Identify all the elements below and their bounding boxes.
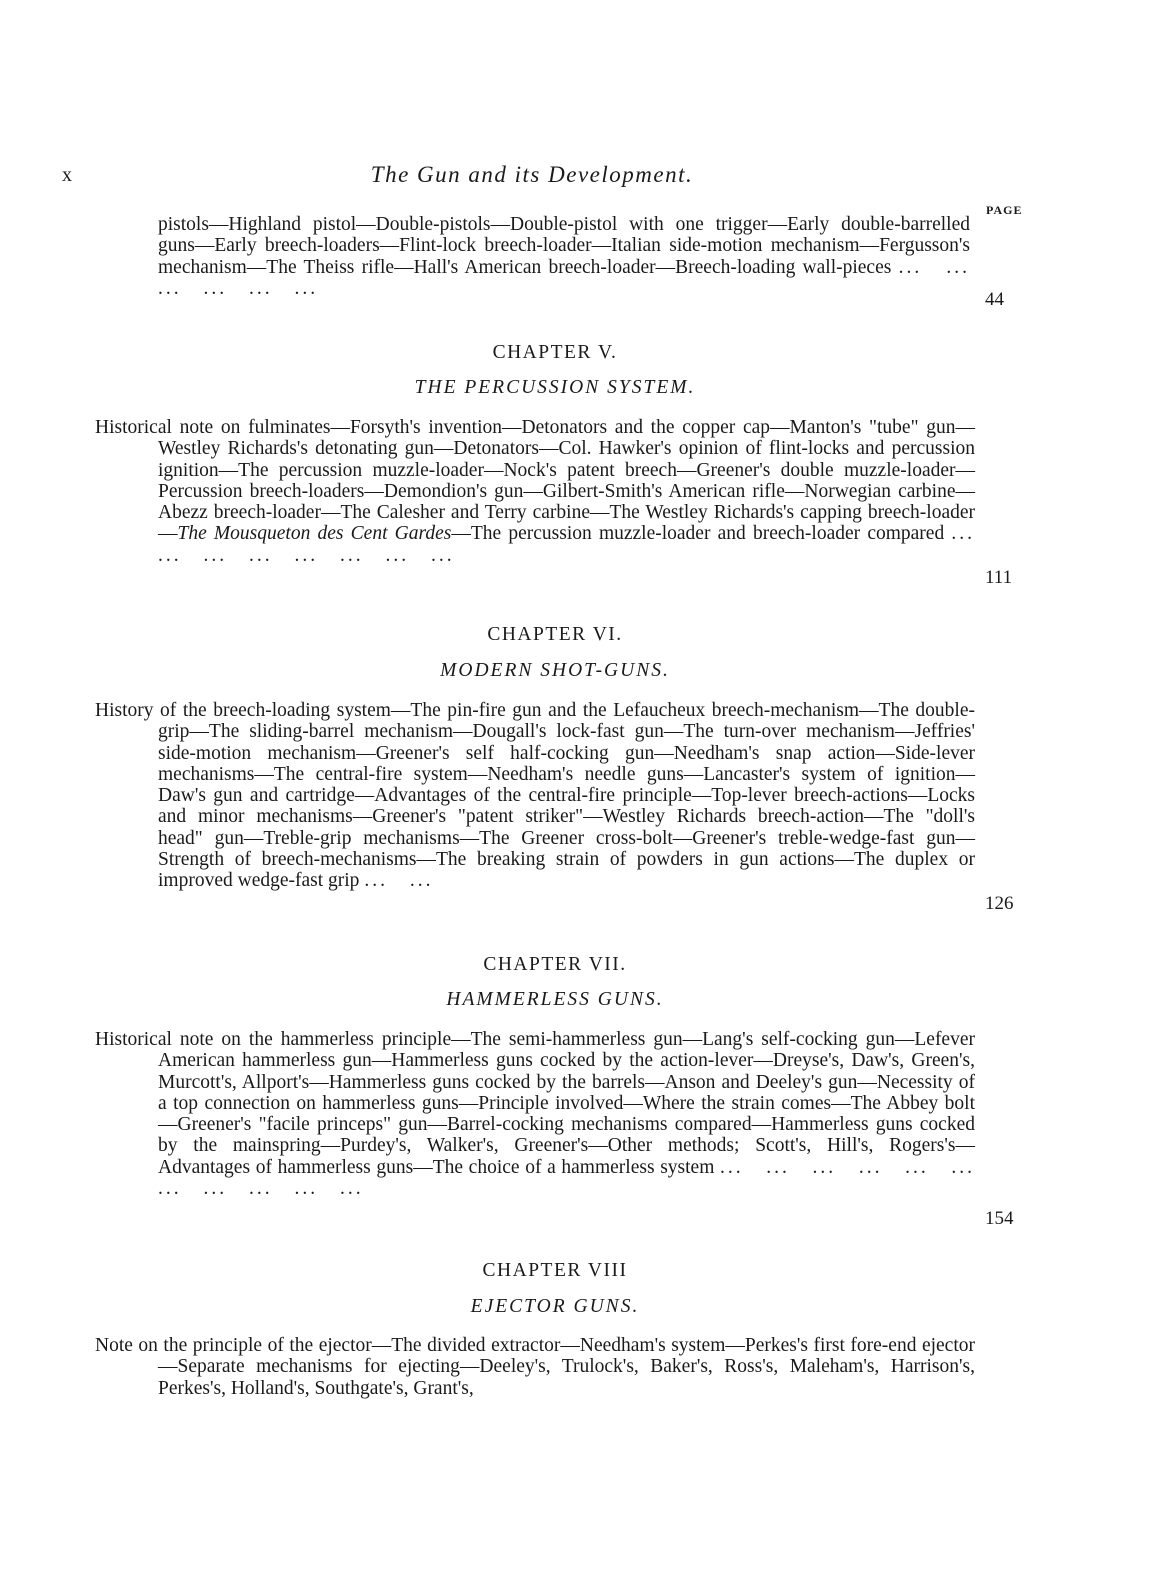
- toc-entry: [95, 1335, 975, 1399]
- chapter-heading: CHAPTER V.: [492, 342, 618, 363]
- running-head: [62, 162, 1002, 192]
- toc-entry-continuation: [158, 214, 970, 299]
- toc-entry: [95, 1029, 975, 1199]
- page-number: 154: [985, 1208, 1014, 1229]
- chapter-title: MODERN SHOT-GUNS.: [440, 660, 670, 681]
- page-column-label: PAGE: [986, 203, 1023, 217]
- page-folio: x: [62, 164, 72, 186]
- chapter-heading: CHAPTER VII.: [483, 954, 627, 975]
- running-title: The Gun and its Development.: [370, 162, 694, 187]
- entry-text: History of the breech-loading system—The pin-fire gun and the Lefaucheux breech-mechanism—The double-grip—The sliding-barrel mechanism—Dougall's lock-fast gun—The turn-over mechanism—Jeffries' side-motion mechanism—Greener's self half-cocking gun—Needham's snap action—Side-lever mechanisms—The central-fire system—Needham's needle guns—Lancaster's system of ignition—Daw's gun and cartridge—Advantages of the central-fire principle—Top-lever breech-actions—Locks and minor mechanisms—Greener's "patent striker"—Westley Richards breech-action—The "doll's head" gun—Treble-grip mechanisms—The Greener cross-bolt—Greener's treble-wedge-fast gun—Strength of breech-mechanisms—The breaking strain of powders in gun actions—The duplex or improved wedge-fast grip ... ...: [95, 700, 975, 892]
- entry-text: Note on the principle of the ejector—The divided extractor—Needham's system—Perkes's first fore-end ejector—Separate mechanisms for ejecting—Deeley's, Trulock's, Baker's, Ross's, Maleham's, Harrison's, Perkes's, Holland's, Southgate's, Grant's,: [95, 1335, 975, 1399]
- toc-entry: [95, 700, 975, 892]
- page-number: 126: [985, 893, 1014, 914]
- chapter-title: EJECTOR GUNS.: [470, 1296, 640, 1317]
- entry-text: pistols—Highland pistol—Double-pistols—Double-pistol with one trigger—Early double-barrelled guns—Early breech-loaders—Flint-lock breech-loader—Italian side-motion mechanism—Fergusson's mechanism—The Theiss rifle—Hall's American breech-loader—Breech-loading wall-pieces ... ... ... ... ... ...: [158, 214, 971, 299]
- chapter-heading: CHAPTER VIII: [482, 1260, 628, 1281]
- chapter-title: THE PERCUSSION SYSTEM.: [414, 377, 696, 398]
- toc-entry: [95, 417, 975, 566]
- entry-text: Historical note on the hammerless principle—The semi-hammerless gun—Lang's self-cocking gun—Lefever American hammerless gun—Hammerless guns cocked by the action-lever—Dreyse's, Daw's, Green's, Murcott's, Allport's—Hammerless guns cocked by the barrels—Anson and Deeley's gun—Necessity of a top connection on hammerless guns—Principle involved—Where the strain comes—The Abbey bolt—Greener's "facile princeps" gun—Barrel-cocking mechanisms compared—Hammerless guns cocked by the mainspring—Purdey's, Walker's, Greener's—Other methods; Scott's, Hill's, Rogers's—Advantages of hammerless guns—The choice of a hammerless system ... ... ... ... ... ... ... ... ... ... ...: [95, 1029, 976, 1200]
- page-number: 111: [985, 567, 1013, 588]
- chapter-heading: CHAPTER VI.: [487, 624, 623, 645]
- entry-text: Historical note on fulminates—Forsyth's invention—Detonators and the copper cap—Manton's "tube" gun—Westley Richards's detonating gun—Detonators—Col. Hawker's opinion of flint-locks and percussion ignition—The percussion muzzle-loader—Nock's patent breech—Greener's double muzzle-loader—Percussion breech-loaders—Demondion's gun—Gilbert-Smith's American rifle—Norwegian carbine—Abezz breech-loader—The Calesher and Terry carbine—The Westley Richards's capping breech-loader—The Mousqueton des Cent Gardes—The percussion muzzle-loader and breech-loader compared ... ... ... ... ... ... ... ...: [95, 417, 976, 566]
- chapter-title: HAMMERLESS GUNS.: [446, 989, 664, 1010]
- page-number: 44: [985, 289, 1004, 310]
